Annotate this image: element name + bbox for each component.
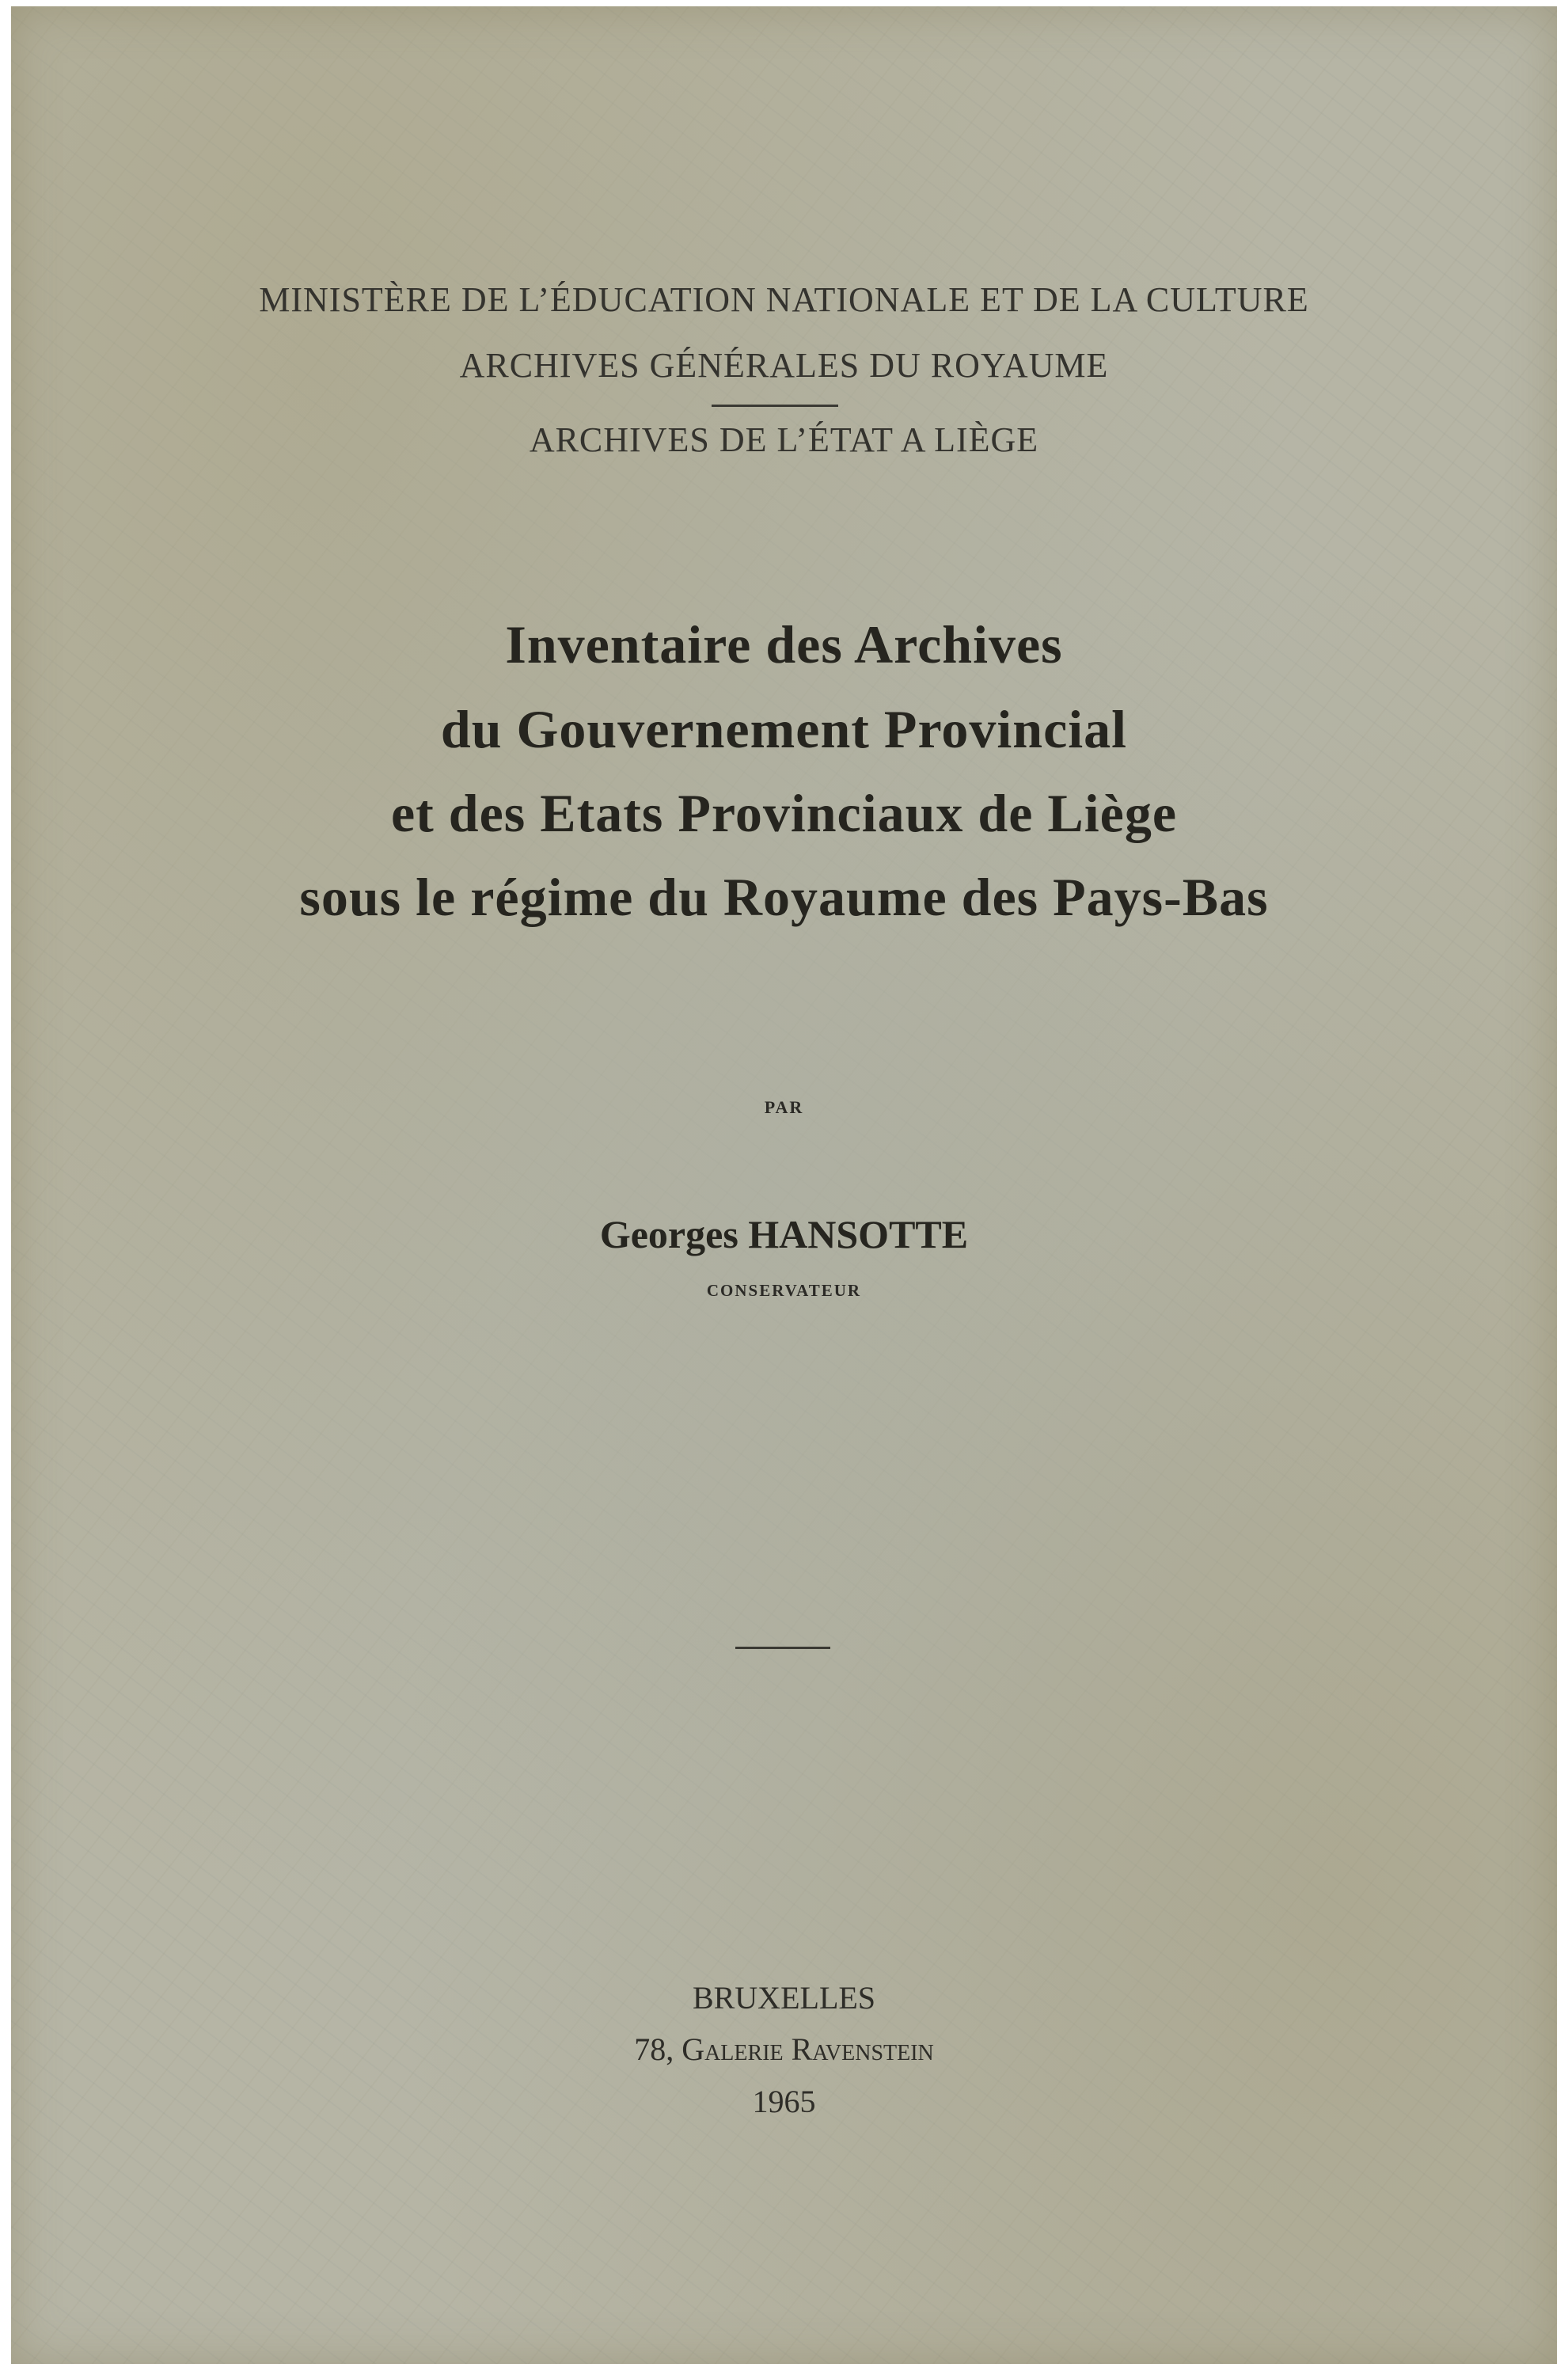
title-line-1: Inventaire des Archives (505, 614, 1063, 674)
author-name: Georges HANSOTTE (599, 1212, 969, 1256)
imprint-city: BRUXELLES (692, 1980, 876, 2016)
title-line-4: sous le régime du Royaume des Pays-Bas (299, 867, 1269, 927)
author-role: CONSERVATEUR (706, 1281, 862, 1300)
ministry-line: MINISTÈRE DE L’ÉDUCATION NATIONALE ET DE LA CULTURE (259, 280, 1309, 319)
divider-rule-bottom (735, 1647, 830, 1649)
title-line-3: et des Etats Provinciaux de Liège (390, 783, 1178, 843)
divider-rule-top (712, 405, 838, 407)
title-line-2: du Gouvernement Provincial (440, 699, 1128, 759)
imprint-year: 1965 (752, 2084, 816, 2119)
book-cover (11, 6, 1557, 2364)
imprint-address: 78, Galerie Ravenstein (634, 2031, 934, 2067)
par-label: PAR (764, 1097, 804, 1117)
archives-generales-line: ARCHIVES GÉNÉRALES DU ROYAUME (459, 346, 1109, 385)
archives-etat-line: ARCHIVES DE L’ÉTAT A LIÈGE (529, 420, 1039, 459)
